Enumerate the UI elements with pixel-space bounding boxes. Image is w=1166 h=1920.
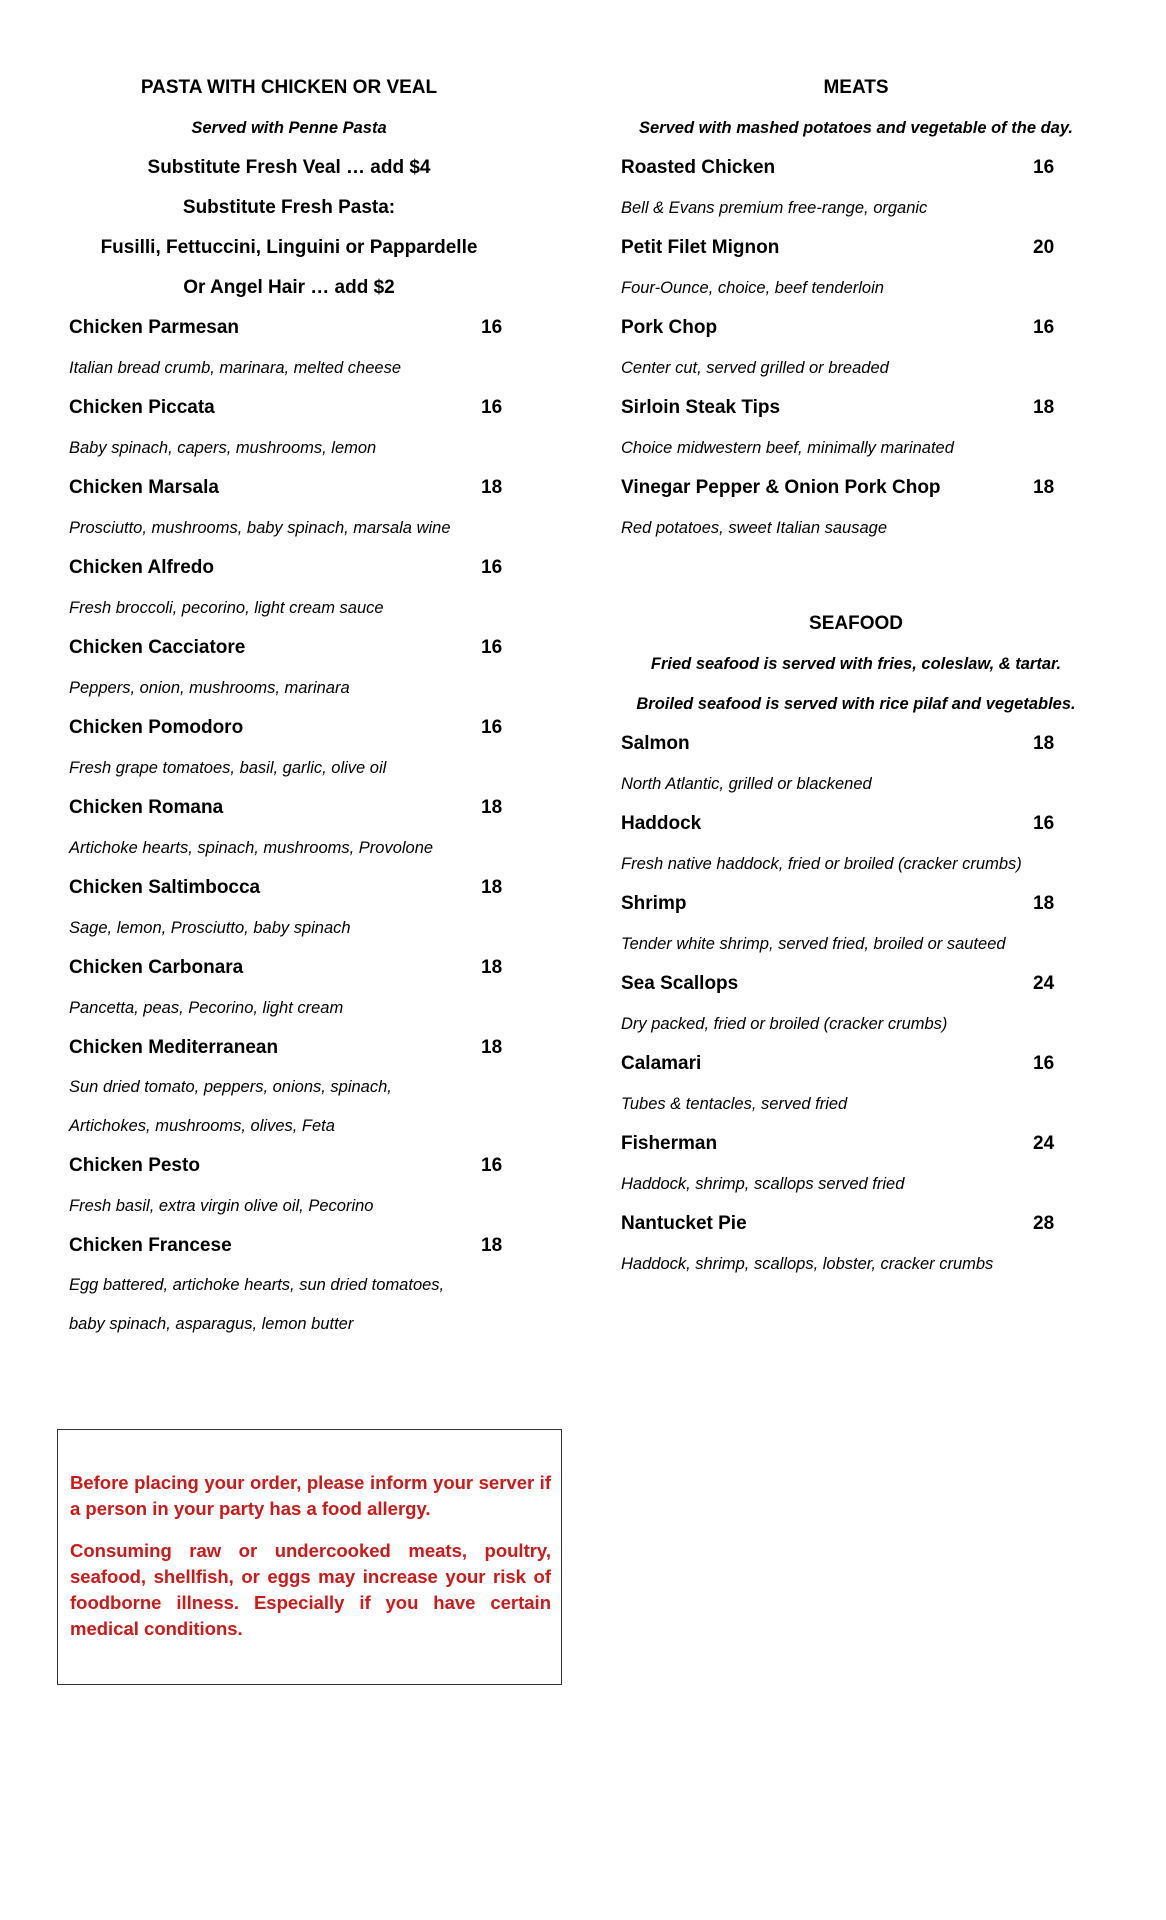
menu-item-name: Fisherman bbox=[621, 1133, 718, 1154]
allergy-notice-box bbox=[57, 1429, 562, 1685]
menu-item-name: Chicken Pesto bbox=[69, 1155, 200, 1176]
menu-item-name: Chicken Cacciatore bbox=[69, 637, 246, 658]
menu-item-description: baby spinach, asparagus, lemon butter bbox=[69, 1315, 354, 1333]
menu-item bbox=[69, 1146, 509, 1186]
menu-item-description: Pancetta, peas, Pecorino, light cream bbox=[69, 999, 344, 1017]
menu-item-description: Artichokes, mushrooms, olives, Feta bbox=[69, 1117, 335, 1135]
seafood-items bbox=[621, 724, 1091, 1284]
menu-item-price: 18 bbox=[1033, 397, 1055, 418]
menu-item bbox=[69, 388, 509, 428]
menu-item bbox=[69, 628, 509, 668]
menu-item-price: 18 bbox=[481, 1037, 503, 1058]
menu-item-price: 24 bbox=[1033, 973, 1055, 994]
menu-item bbox=[621, 1124, 1091, 1164]
menu-item-name: Chicken Marsala bbox=[69, 477, 219, 498]
menu-item-description: Italian bread crumb, marinara, melted cheese bbox=[69, 359, 401, 377]
menu-item-description: Tender white shrimp, served fried, broiled or sauteed bbox=[621, 935, 1006, 953]
menu-item-description: Fresh grape tomatoes, basil, garlic, olive oil bbox=[69, 759, 387, 777]
menu-item-name: Petit Filet Mignon bbox=[621, 237, 780, 258]
menu-item bbox=[621, 468, 1091, 508]
menu-item-price: 18 bbox=[481, 1235, 503, 1256]
seafood-note-fried: Fried seafood is served with fries, coleslaw, & tartar. bbox=[650, 655, 1062, 673]
menu-item-name: Pork Chop bbox=[621, 317, 718, 338]
menu-item bbox=[621, 964, 1091, 1004]
menu-item bbox=[69, 948, 509, 988]
meats-title: MEATS bbox=[823, 77, 889, 98]
pasta-note: Or Angel Hair … add $2 bbox=[183, 277, 395, 298]
menu-item bbox=[621, 148, 1091, 188]
menu-item bbox=[621, 804, 1091, 844]
menu-item-description: Red potatoes, sweet Italian sausage bbox=[621, 519, 888, 537]
menu-item bbox=[621, 1204, 1091, 1244]
menu-item-description: Dry packed, fried or broiled (cracker crumbs) bbox=[621, 1015, 948, 1033]
seafood-note-broiled: Broiled seafood is served with rice pilaf and vegetables. bbox=[636, 695, 1076, 713]
menu-item-price: 18 bbox=[481, 477, 503, 498]
menu-item-description: Haddock, shrimp, scallops, lobster, cracker crumbs bbox=[621, 1255, 994, 1273]
menu-item-description: Four-Ounce, choice, beef tenderloin bbox=[621, 279, 884, 297]
menu-item-description: North Atlantic, grilled or blackened bbox=[621, 775, 872, 793]
menu-item bbox=[621, 308, 1091, 348]
menu-item-name: Chicken Parmesan bbox=[69, 317, 240, 338]
menu-item-name: Chicken Romana bbox=[69, 797, 224, 818]
menu-item-price: 16 bbox=[1033, 317, 1055, 338]
menu-item-name: Shrimp bbox=[621, 893, 687, 914]
menu-item-description: Fresh basil, extra virgin olive oil, Pecorino bbox=[69, 1197, 374, 1215]
menu-item-name: Haddock bbox=[621, 813, 702, 834]
menu-item-description: Fresh native haddock, fried or broiled (cracker crumbs) bbox=[621, 855, 1022, 873]
menu-item-price: 16 bbox=[1033, 1053, 1055, 1074]
menu-item-price: 18 bbox=[481, 877, 503, 898]
menu-item-price: 16 bbox=[481, 557, 503, 578]
pasta-note: Fusilli, Fettuccini, Linguini or Pappardelle bbox=[100, 237, 478, 258]
pasta-served-with: Served with Penne Pasta bbox=[191, 119, 387, 137]
menu-item-name: Chicken Pomodoro bbox=[69, 717, 244, 738]
menu-item bbox=[69, 708, 509, 748]
menu-item-price: 20 bbox=[1033, 237, 1055, 258]
meats-items bbox=[621, 148, 1091, 548]
menu-item-price: 16 bbox=[481, 1155, 503, 1176]
pasta-items bbox=[69, 308, 509, 1344]
menu-item bbox=[69, 548, 509, 588]
menu-item-description: Baby spinach, capers, mushrooms, lemon bbox=[69, 439, 377, 457]
menu-item-price: 16 bbox=[481, 717, 503, 738]
menu-item-description: Choice midwestern beef, minimally marinated bbox=[621, 439, 954, 457]
pasta-title: PASTA WITH CHICKEN OR VEAL bbox=[140, 77, 438, 98]
right-column bbox=[621, 68, 1091, 1284]
menu-item-price: 18 bbox=[481, 797, 503, 818]
menu-item-price: 18 bbox=[481, 957, 503, 978]
menu-item-name: Chicken Carbonara bbox=[69, 957, 244, 978]
menu-item bbox=[69, 868, 509, 908]
menu-item-price: 28 bbox=[1033, 1213, 1055, 1234]
menu-item-price: 16 bbox=[481, 317, 503, 338]
menu-item-name: Chicken Francese bbox=[69, 1235, 232, 1256]
seafood-title: SEAFOOD bbox=[809, 613, 903, 634]
section-spacer bbox=[621, 548, 1091, 604]
pasta-note: Substitute Fresh Veal … add $4 bbox=[147, 157, 431, 178]
menu-item-name: Calamari bbox=[621, 1053, 702, 1074]
menu-item-description: Bell & Evans premium free-range, organic bbox=[621, 199, 928, 217]
menu-item-description: Sun dried tomato, peppers, onions, spinach, bbox=[69, 1078, 392, 1096]
menu-item-description: Center cut, served grilled or breaded bbox=[621, 359, 889, 377]
menu-item-name: Chicken Piccata bbox=[69, 397, 215, 418]
menu-item-name: Nantucket Pie bbox=[621, 1213, 747, 1234]
menu-item-name: Salmon bbox=[621, 733, 690, 754]
menu-item-description: Egg battered, artichoke hearts, sun dried tomatoes, bbox=[69, 1276, 445, 1294]
menu-item-price: 16 bbox=[481, 637, 503, 658]
meats-served-with: Served with mashed potatoes and vegetable of the day. bbox=[639, 119, 1073, 137]
menu-item bbox=[621, 388, 1091, 428]
menu-item bbox=[69, 1226, 509, 1266]
menu-item-description: Fresh broccoli, pecorino, light cream sauce bbox=[69, 599, 384, 617]
menu-item-price: 18 bbox=[1033, 893, 1055, 914]
menu-item-price: 16 bbox=[1033, 813, 1055, 834]
menu-item-name: Chicken Saltimbocca bbox=[69, 877, 261, 898]
menu-item-price: 16 bbox=[1033, 157, 1055, 178]
raw-food-warning: Consuming raw or undercooked meats, poultry, seafood, shellfish, or eggs may increase your risk of foodborne illness. Especially if you have certain medical conditions. bbox=[70, 1540, 551, 1639]
menu-item bbox=[69, 1028, 509, 1068]
menu-item bbox=[621, 228, 1091, 268]
menu-item-description: Haddock, shrimp, scallops served fried bbox=[621, 1175, 905, 1193]
allergy-notice: Before placing your order, please inform your server if a person in your party has a food allergy. bbox=[70, 1472, 551, 1519]
menu-item-name: Sirloin Steak Tips bbox=[621, 397, 781, 418]
menu-item bbox=[69, 788, 509, 828]
pasta-note: Substitute Fresh Pasta: bbox=[182, 197, 396, 218]
menu-item-price: 18 bbox=[1033, 733, 1055, 754]
menu-item-description: Tubes & tentacles, served fried bbox=[621, 1095, 848, 1113]
menu-item bbox=[621, 884, 1091, 924]
menu-item-price: 24 bbox=[1033, 1133, 1055, 1154]
menu-item bbox=[621, 724, 1091, 764]
menu-item-name: Chicken Mediterranean bbox=[69, 1037, 279, 1058]
menu-item-description: Artichoke hearts, spinach, mushrooms, Provolone bbox=[69, 839, 434, 857]
menu-item-name: Sea Scallops bbox=[621, 973, 739, 994]
menu-item-price: 18 bbox=[1033, 477, 1055, 498]
menu-item-description: Sage, lemon, Prosciutto, baby spinach bbox=[69, 919, 351, 937]
menu-item-name: Vinegar Pepper & Onion Pork Chop bbox=[621, 477, 941, 498]
menu-item bbox=[69, 468, 509, 508]
menu-item-description: Prosciutto, mushrooms, baby spinach, marsala wine bbox=[69, 519, 451, 537]
pasta-section bbox=[69, 68, 509, 1344]
menu-item bbox=[621, 1044, 1091, 1084]
menu-item-name: Roasted Chicken bbox=[621, 157, 776, 178]
menu-item-description: Peppers, onion, mushrooms, marinara bbox=[69, 679, 350, 697]
menu-item-price: 16 bbox=[481, 397, 503, 418]
menu-item bbox=[69, 308, 509, 348]
menu-item-name: Chicken Alfredo bbox=[69, 557, 214, 578]
